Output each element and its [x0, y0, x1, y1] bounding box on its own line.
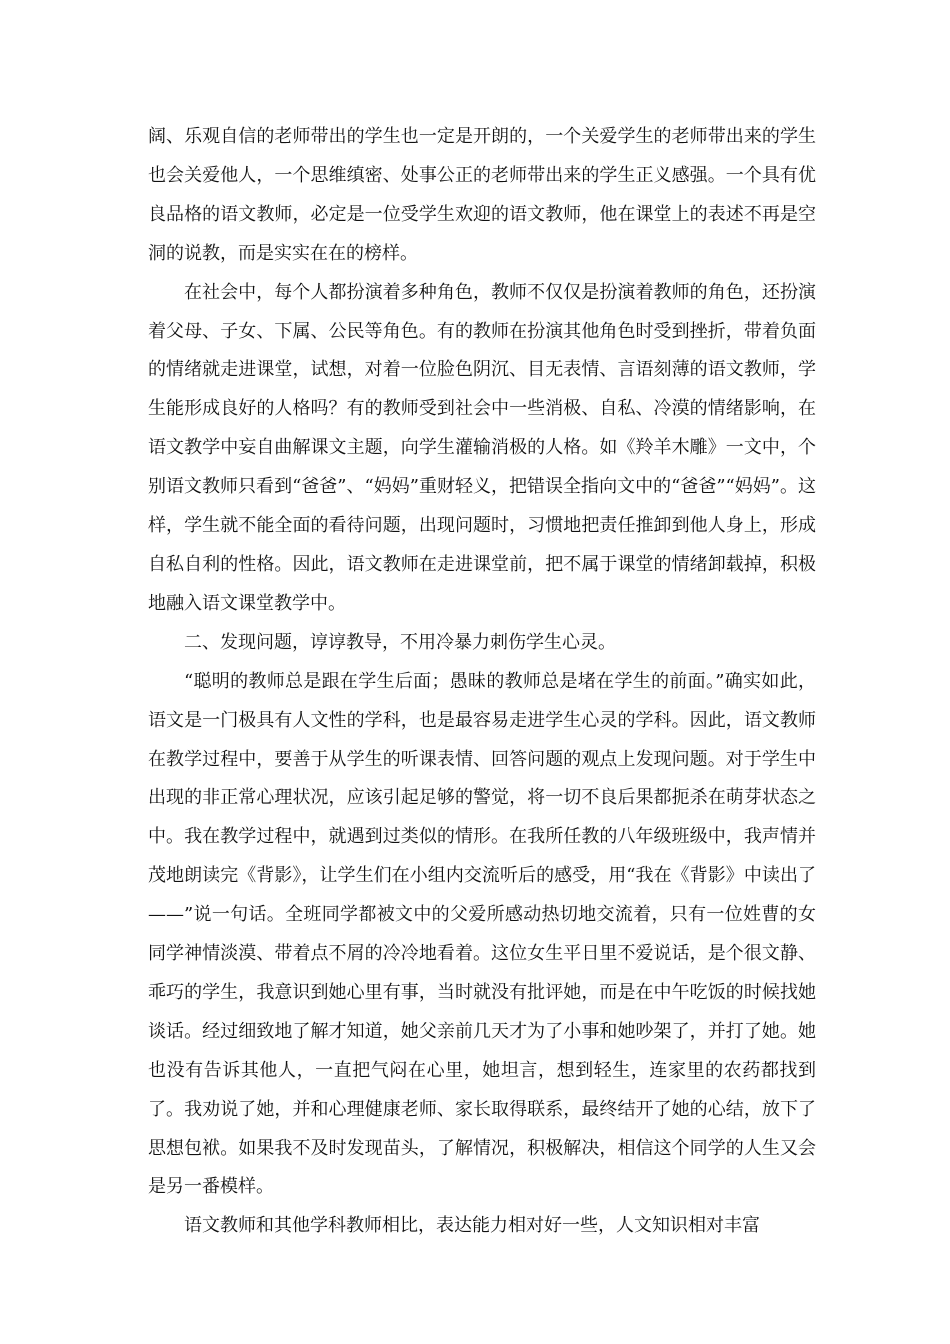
document-page [148, 118, 816, 1246]
paragraph-1: 阔、乐观自信的老师带出的学生也一定是开朗的，一个关爱学生的老师带出来的学生也会关爱他人，一个思维缜密、处事公正的老师带出来的学生正义感强。一个具有优良品格的语文教师，必定是一位受学生欢迎的语文教师，他在课堂上的表述不再是空洞的说教，而是实实在在的榜样。 [148, 126, 816, 264]
paragraph-4: 语文教师和其他学科教师相比，表达能力相对好一些，人文知识相对丰富 [184, 1215, 760, 1237]
paragraph-2: 在社会中，每个人都扮演着多种角色，教师不仅仅是扮演着教师的角色，还扮演着父母、子女、下属、公民等角色。有的教师在扮演其他角色时受到挫折，带着负面的情绪就走进课堂，试想，对着一位脸色阴沉、目无表情、言语刻薄的语文教师，学生能形成良好的人格吗？有的教师受到社会中一些消极、自私、冷漠的情绪影响，在语文教学中妄自曲解课文主题，向学生灌输消极的人格。如《羚羊木雕》一文中，个别语文教师只看到“爸爸”、“妈妈”重财轻义，把错误全指向文中的“爸爸”“妈妈”。这样，学生就不能全面的看待问题，出现问题时，习惯地把责任推卸到他人身上，形成自私自利的性格。因此，语文教师在走进课堂前，把不属于课堂的情绪卸载掉，积极地融入语文课堂教学中。 [148, 281, 816, 614]
paragraph-3: “聪明的教师总是跟在学生后面；愚昧的教师总是堵在学生的前面。”确实如此，语文是一门极具有人文性的学科，也是最容易走进学生心灵的学科。因此，语文教师在教学过程中，要善于从学生的听课表情、回答问题的观点上发现问题。对于学生中出现的非正常心理状况，应该引起足够的警觉，将一切不良后果都扼杀在萌芽状态之中。我在教学过程中，就遇到过类似的情形。在我所任教的八年级班级中，我声情并茂地朗读完《背影》，让学生们在小组内交流听后的感受，用“我在《背影》中读出了——”说一句话。全班同学都被文中的父爱所感动热切地交流着，只有一位姓曹的女同学神情淡漠、带着点不屑的冷冷地看着。这位女生平日里不爱说话，是个很文静、乖巧的学生，我意识到她心里有事，当时就没有批评她，而是在中午吃饭的时候找她谈话。经过细致地了解才知道，她父亲前几天才为了小事和她吵架了，并打了她。她也没有告诉其他人，一直把气闷在心里，她坦言，想到轻生，连家里的农药都找到了。我劝说了她，并和心理健康老师、家长取得联系，最终结开了她的心结，放下了思想包袱。如果我不及时发现苗头，了解情况，积极解决，相信这个同学的人生又会是另一番模样。 [148, 670, 816, 1198]
section-heading: 二、发现问题，谆谆教导，不用冷暴力刺伤学生心灵。 [184, 631, 616, 653]
